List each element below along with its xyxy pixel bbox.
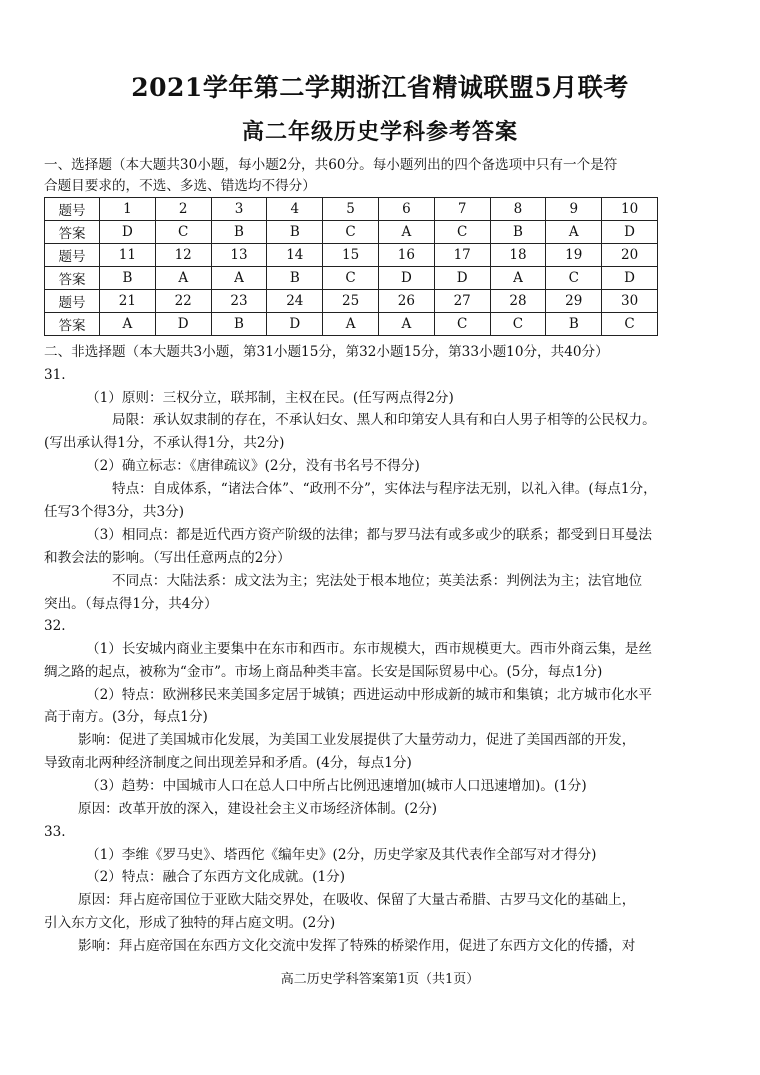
answer-line: 影响：拜占庭帝国在东西方文化交流中发挥了特殊的桥梁作用，促进了东西方文化的传播，对 [78,938,636,954]
answer-line: 原因：改革开放的深入，建设社会主义市场经济体制。(2分) [78,801,438,817]
table-row-answers [45,221,658,244]
answer-line: （1）李维《罗马史》、塔西佗《编年史》(2分，历史学家及其代表作全部写对才得分) [86,847,597,863]
question-number-cell: 19 [546,244,602,267]
table-row-numbers [45,198,658,221]
answer-cell: C [490,313,546,336]
question-number-cell: 15 [323,244,379,267]
answer-cell: B [267,267,323,290]
question-number-cell: 3 [211,198,267,221]
answer-line: （1）原则：三权分立，联邦制，主权在民。(任写两点得2分) [86,390,454,406]
question-number-cell: 6 [378,198,434,221]
answer-line: （2）特点：融合了东西方文化成就。(1分) [86,869,345,885]
table-row-numbers [45,244,658,267]
question-number-cell: 9 [546,198,602,221]
answer-cell: B [546,313,602,336]
question-number-cell: 5 [323,198,379,221]
answer-cell: C [323,267,379,290]
question-number-cell: 17 [434,244,490,267]
question-number-33: 33. [44,824,66,840]
answer-cell: D [434,267,490,290]
question-number-cell: 20 [602,244,658,267]
answer-cell: C [602,313,658,336]
row-label: 答案 [45,267,100,290]
answer-cell: A [100,313,156,336]
table-row-answers [45,267,658,290]
answer-cell: C [434,221,490,244]
answer-cell: B [100,267,156,290]
section2-header: 二、非选择题（本大题共3小题，第31小题15分，第32小题15分，第33小题10分，共40分） [44,344,609,360]
answer-cell: D [602,221,658,244]
row-label: 题号 [45,198,100,221]
answer-cell: C [323,221,379,244]
answer-cell: D [267,313,323,336]
answer-cell: D [378,267,434,290]
question-number-32: 32. [44,618,66,634]
answer-cell: A [378,313,434,336]
question-number-cell: 2 [155,198,211,221]
answer-cell: D [100,221,156,244]
answer-line: 局限：承认奴隶制的存在，不承认妇女、黑人和印第安人具有和白人男子相等的公民权力。 [112,412,656,428]
question-number-cell: 13 [211,244,267,267]
answer-line: (写出承认得1分，不承认得1分，共2分) [44,435,285,451]
question-number-cell: 12 [155,244,211,267]
answer-line: 和教会法的影响。（写出任意两点的2分） [44,550,291,566]
question-number-cell: 24 [267,290,323,313]
question-number-cell: 22 [155,290,211,313]
answer-cell: D [602,267,658,290]
page-footer: 高二历史学科答案第1页（共1页） [280,972,480,987]
question-number-cell: 21 [100,290,156,313]
answer-line: 影响：促进了美国城市化发展，为美国工业发展提供了大量劳动力，促进了美国西部的开发， [78,732,636,748]
question-number-cell: 29 [546,290,602,313]
question-number-cell: 25 [323,290,379,313]
page-subtitle: 高二年级历史学科参考答案 [241,119,518,145]
row-label: 答案 [45,221,100,244]
answer-cell: B [490,221,546,244]
table-row-answers [45,313,658,336]
answer-cell: B [267,221,323,244]
question-number-cell: 4 [267,198,323,221]
answer-cell: C [155,221,211,244]
answer-cell: C [546,267,602,290]
question-number-cell: 14 [267,244,323,267]
question-number-cell: 16 [378,244,434,267]
table-row-numbers [45,290,658,313]
answer-cell: A [378,221,434,244]
answer-line: 绸之路的起点，被称为“金市”。市场上商品种类丰富。长安是国际贸易中心。(5分，每点1分) [44,664,603,680]
answer-cell: A [155,267,211,290]
answer-line: 不同点：大陆法系：成文法为主；宪法处于根本地位；英美法系：判例法为主；法官地位 [112,573,643,589]
answer-cell: A [546,221,602,244]
question-number-cell: 8 [490,198,546,221]
answer-cell: A [323,313,379,336]
row-label: 题号 [45,290,100,313]
question-number-cell: 11 [100,244,156,267]
page-title: 2021学年第二学期浙江省精诚联盟5月联考 [131,73,629,102]
answer-cell: B [211,221,267,244]
section1-intro-line2: 合题目要求的，不选、多选、错选均不得分） [44,178,316,194]
answer-line: （1）长安城内商业主要集中在东市和西市。东市规模大，西市规模更大。西市外商云集，是丝 [86,641,652,657]
section1-intro-line1: 一、选择题（本大题共30小题，每小题2分，共60分。每小题列出的四个备选项中只有一个是符 [44,157,618,173]
question-number-cell: 30 [602,290,658,313]
answer-cell: A [211,267,267,290]
answer-line: 特点：自成体系，“诸法合体”、“政刑不分”，实体法与程序法无别，以礼入律。(每点1分， [112,481,657,497]
question-number-cell: 10 [602,198,658,221]
answer-line: （2）确立标志：《唐律疏议》(2分，没有书名号不得分) [86,458,420,474]
question-number-cell: 27 [434,290,490,313]
answer-cell: C [434,313,490,336]
answer-line: 任写3个得3分，共3分) [44,504,184,520]
answer-cell: B [211,313,267,336]
answer-cell: A [490,267,546,290]
question-number-cell: 7 [434,198,490,221]
answer-line: 导致南北两种经济制度之间出现差异和矛盾。(4分，每点1分) [44,755,412,771]
row-label: 题号 [45,244,100,267]
question-number-31: 31. [44,367,66,383]
question-number-cell: 1 [100,198,156,221]
answer-line: （3）相同点：都是近代西方资产阶级的法律；都与罗马法有或多或少的联系；都受到日耳曼法 [86,527,652,543]
answer-line: 原因：拜占庭帝国位于亚欧大陆交界处，在吸收、保留了大量古希腊、古罗马文化的基础上， [78,892,636,908]
answer-line: （3）趋势：中国城市人口在总人口中所占比例迅速增加(城市人口迅速增加)。(1分) [86,778,587,794]
question-number-cell: 23 [211,290,267,313]
question-number-cell: 26 [378,290,434,313]
answer-cell: D [155,313,211,336]
answer-line: 引入东方文化，形成了独特的拜占庭文明。(2分) [44,915,336,931]
answer-line: 突出。（每点得1分，共4分） [44,596,218,612]
answer-table [44,197,658,336]
question-number-cell: 28 [490,290,546,313]
answer-line: 高于南方。(3分，每点1分) [44,709,208,725]
row-label: 答案 [45,313,100,336]
question-number-cell: 18 [490,244,546,267]
answer-line: （2）特点：欧洲移民来美国多定居于城镇；西进运动中形成新的城市和集镇；北方城市化水平 [86,687,652,703]
